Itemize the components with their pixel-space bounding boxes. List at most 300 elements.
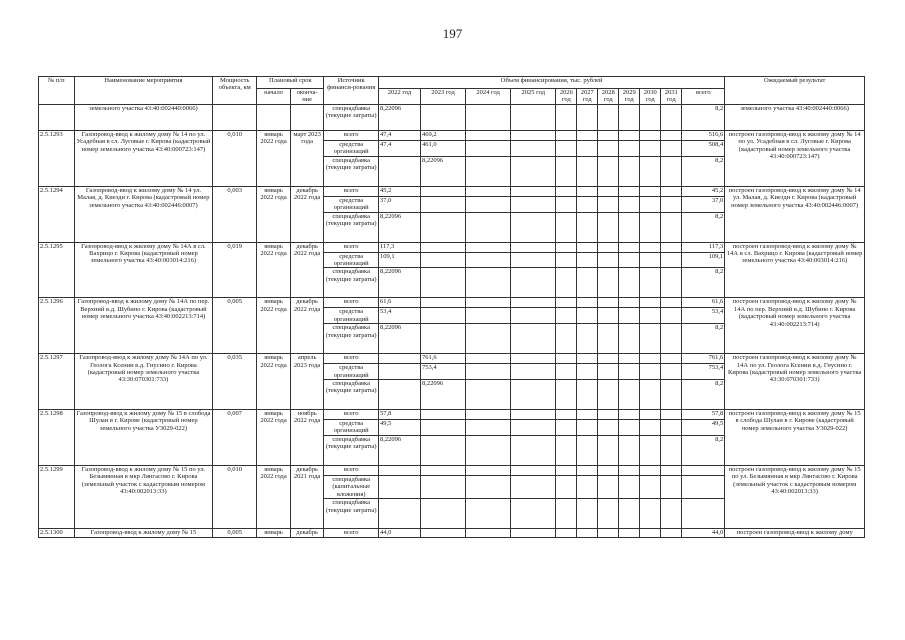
entry-start: январь 2022 года bbox=[257, 465, 291, 528]
empty-cell bbox=[598, 186, 619, 196]
value-2023 bbox=[420, 242, 465, 252]
empty-cell bbox=[466, 131, 511, 141]
empty-cell bbox=[619, 131, 640, 141]
entry-source: спецнадбавка (текущие затраты) bbox=[324, 324, 379, 354]
empty-cell bbox=[511, 242, 556, 252]
value-2022: 44,0 bbox=[378, 529, 420, 538]
empty-cell bbox=[577, 410, 598, 420]
empty-cell bbox=[466, 186, 511, 196]
empty-cell bbox=[661, 141, 682, 157]
value-2022 bbox=[378, 380, 420, 410]
entry-name: Газопровод-ввод к жилому дому № 14 ул. Малая, д. Киезди г. Кирова (кадастровый номер земельного участка 43:40:002446:0007) bbox=[74, 186, 213, 242]
empty-cell bbox=[466, 212, 511, 242]
empty-cell bbox=[640, 499, 661, 529]
value-total: 117,3 bbox=[682, 242, 725, 252]
value-total: 753,4 bbox=[682, 364, 725, 380]
empty-cell bbox=[640, 242, 661, 252]
entry-id: 2.5.1298 bbox=[39, 410, 75, 466]
table-row bbox=[39, 354, 865, 364]
empty-cell bbox=[577, 475, 598, 498]
empty-cell bbox=[661, 105, 682, 131]
empty-cell bbox=[619, 268, 640, 298]
empty-cell bbox=[577, 156, 598, 186]
entry-result: построен газопровод-ввод к жилому дому № 15 по ул. Безымянная в мкр Лянгасово г. Кирова (земельный участок с кадастровым номером 43:40:002013:33) bbox=[725, 465, 865, 528]
header-year: 2031 год bbox=[661, 89, 682, 105]
table-row bbox=[39, 465, 865, 475]
empty-cell bbox=[661, 529, 682, 538]
value-2022: 47,4 bbox=[378, 131, 420, 141]
empty-cell bbox=[640, 324, 661, 354]
empty-cell bbox=[598, 156, 619, 186]
empty-cell bbox=[619, 298, 640, 308]
empty-cell bbox=[556, 268, 577, 298]
entry-source: всего bbox=[324, 410, 379, 420]
value-total bbox=[682, 475, 725, 498]
value-total: 53,4 bbox=[682, 308, 725, 324]
value-2023 bbox=[420, 212, 465, 242]
value-total: 508,4 bbox=[682, 141, 725, 157]
entry-capacity: 0,005 bbox=[213, 298, 257, 354]
entry-result: построен газопровод-ввод к жилому дому № 14 ул. Малая, д. Киезди г. Кирова (кадастровый номер земельного участка 43:40:002446:0007) bbox=[725, 186, 865, 242]
empty-cell bbox=[619, 475, 640, 498]
entry-name: Газопровод-ввод к жилому дому № 15 по ул. Безымянная в мкр Лянгасово г. Кирова (земельный участок с кадастровым номером 43:40:002013:33) bbox=[74, 465, 213, 528]
entry-name: Газопровод-ввод к жилому дому № 14А по ул. Геолога Ксении в.д. Гнусино г. Кирова (кадастровый номер земельного участка 43:30:070301:733) bbox=[74, 354, 213, 410]
empty-cell bbox=[619, 410, 640, 420]
empty-cell bbox=[598, 380, 619, 410]
entry-start: январь bbox=[257, 529, 291, 538]
entry-source: спецнадбавка (текущие затраты) bbox=[324, 156, 379, 186]
value-2023 bbox=[420, 475, 465, 498]
value-2023 bbox=[420, 298, 465, 308]
empty-cell bbox=[598, 212, 619, 242]
value-2023 bbox=[420, 186, 465, 196]
empty-cell bbox=[511, 410, 556, 420]
empty-cell bbox=[661, 268, 682, 298]
entry-result: земельного участка 43:40:002440:0066) bbox=[725, 105, 865, 131]
empty-cell bbox=[640, 156, 661, 186]
entry-source: средства организаций bbox=[324, 252, 379, 268]
entry-source: средства организаций bbox=[324, 420, 379, 436]
entry-source: всего bbox=[324, 131, 379, 141]
empty-cell bbox=[577, 499, 598, 529]
header-capacity: Мощность объекта, км bbox=[213, 77, 257, 105]
empty-cell bbox=[556, 529, 577, 538]
empty-cell bbox=[577, 364, 598, 380]
entry-source: спецнадбавка (текущие затраты) bbox=[324, 105, 379, 131]
table-row bbox=[39, 186, 865, 196]
empty-cell bbox=[577, 435, 598, 465]
empty-cell bbox=[466, 298, 511, 308]
empty-cell bbox=[661, 324, 682, 354]
entry-end: декабрь 2022 года bbox=[290, 242, 324, 298]
value-total: 8,2 bbox=[682, 268, 725, 298]
empty-cell bbox=[661, 196, 682, 212]
empty-cell bbox=[466, 324, 511, 354]
empty-cell bbox=[661, 354, 682, 364]
empty-cell bbox=[511, 324, 556, 354]
empty-cell bbox=[661, 186, 682, 196]
empty-cell bbox=[511, 475, 556, 498]
empty-cell bbox=[511, 465, 556, 475]
empty-cell bbox=[619, 435, 640, 465]
empty-cell bbox=[466, 475, 511, 498]
empty-cell bbox=[511, 268, 556, 298]
value-total: 8,2 bbox=[682, 435, 725, 465]
empty-cell bbox=[661, 131, 682, 141]
empty-cell bbox=[420, 529, 465, 538]
empty-cell bbox=[556, 308, 577, 324]
empty-cell bbox=[466, 105, 511, 131]
value-2023 bbox=[420, 410, 465, 420]
header-name: Наименование мероприятия bbox=[74, 77, 213, 105]
empty-cell bbox=[577, 354, 598, 364]
empty-cell bbox=[466, 364, 511, 380]
value-2022 bbox=[378, 364, 420, 380]
empty-cell bbox=[511, 499, 556, 529]
header-year: 2023 год bbox=[420, 89, 465, 105]
value-2023 bbox=[420, 324, 465, 354]
empty-cell bbox=[661, 308, 682, 324]
empty-cell bbox=[556, 465, 577, 475]
header-source: Источник финанси-рования bbox=[324, 77, 379, 105]
value-2023 bbox=[420, 252, 465, 268]
empty-cell bbox=[556, 364, 577, 380]
empty-cell bbox=[598, 298, 619, 308]
entry-name: Газопровод-ввод к жилому дому № 14 по ул. Усадебная в сл. Луговые г. Кирова (кадастровый номер земельного участка 43:40:000723:147) bbox=[74, 131, 213, 187]
empty-cell bbox=[466, 196, 511, 212]
entry-source: всего bbox=[324, 354, 379, 364]
empty-cell bbox=[577, 529, 598, 538]
empty-cell bbox=[598, 475, 619, 498]
entry-source: спецнадбавка (текущие затраты) bbox=[324, 499, 379, 529]
page-number: 197 bbox=[442, 26, 463, 41]
empty-cell bbox=[577, 298, 598, 308]
entry-start: январь 2022 года bbox=[257, 186, 291, 242]
empty-cell bbox=[640, 308, 661, 324]
empty-cell bbox=[640, 298, 661, 308]
empty-cell bbox=[619, 529, 640, 538]
entry-source: всего bbox=[324, 186, 379, 196]
empty-cell bbox=[577, 212, 598, 242]
empty-cell bbox=[577, 324, 598, 354]
header-year: 2022 год bbox=[378, 89, 420, 105]
value-total: 8,2 bbox=[682, 380, 725, 410]
entry-source: спецнадбавка (текущие затраты) bbox=[324, 380, 379, 410]
empty-cell bbox=[511, 141, 556, 157]
empty-cell bbox=[640, 212, 661, 242]
value-2022 bbox=[378, 354, 420, 364]
empty-cell bbox=[619, 364, 640, 380]
empty-cell bbox=[556, 435, 577, 465]
empty-cell bbox=[556, 354, 577, 364]
entry-source: спецнадбавка (текущие затраты) bbox=[324, 268, 379, 298]
empty-cell bbox=[598, 268, 619, 298]
empty-cell bbox=[511, 131, 556, 141]
value-2022: 109,1 bbox=[378, 252, 420, 268]
empty-cell bbox=[661, 475, 682, 498]
empty-cell bbox=[640, 268, 661, 298]
empty-cell bbox=[466, 354, 511, 364]
empty-cell bbox=[577, 196, 598, 212]
value-total: 516,6 bbox=[682, 131, 725, 141]
empty-cell bbox=[640, 141, 661, 157]
entry-id: 2.5.1297 bbox=[39, 354, 75, 410]
empty-cell bbox=[661, 499, 682, 529]
empty-cell bbox=[511, 186, 556, 196]
value-total: 57,8 bbox=[682, 410, 725, 420]
empty-cell bbox=[511, 196, 556, 212]
empty-cell bbox=[598, 252, 619, 268]
value-2022: 53,4 bbox=[378, 308, 420, 324]
empty-cell bbox=[556, 242, 577, 252]
entry-capacity: 0,035 bbox=[213, 354, 257, 410]
empty-cell bbox=[577, 131, 598, 141]
empty-cell bbox=[511, 252, 556, 268]
empty-cell bbox=[556, 196, 577, 212]
empty-cell bbox=[598, 131, 619, 141]
entry-name: Газопровод-ввод к жилому дому № 14А в сл. Вахрицо г. Кирова (кадастровый номер земельного участка 43:40:003014:216) bbox=[74, 242, 213, 298]
empty-cell bbox=[577, 420, 598, 436]
empty-cell bbox=[619, 212, 640, 242]
empty-cell bbox=[598, 420, 619, 436]
empty-cell bbox=[598, 465, 619, 475]
value-2023 bbox=[420, 420, 465, 436]
empty-cell bbox=[556, 410, 577, 420]
value-total: 37,0 bbox=[682, 196, 725, 212]
entry-id: 2.5.1299 bbox=[39, 465, 75, 528]
empty-cell bbox=[598, 105, 619, 131]
empty-cell bbox=[556, 131, 577, 141]
empty-cell bbox=[619, 420, 640, 436]
empty-cell bbox=[640, 105, 661, 131]
empty-cell bbox=[466, 156, 511, 186]
empty-cell bbox=[577, 380, 598, 410]
entry-end: декабрь 2021 года bbox=[290, 465, 324, 528]
empty-cell bbox=[598, 435, 619, 465]
empty-cell bbox=[511, 364, 556, 380]
empty-cell bbox=[598, 410, 619, 420]
entry-name: Газопровод-ввод к жилому дому № 15 bbox=[74, 529, 213, 538]
empty-cell bbox=[39, 105, 75, 131]
value-2022: 57,8 bbox=[378, 410, 420, 420]
entry-result: построен газопровод-ввод к жилому дому № 14А по ул. Геолога Ксении в.д. Гнусино г. Кирова (кадастровый номер земельного участка 43:30:070301:733) bbox=[725, 354, 865, 410]
value-total bbox=[682, 499, 725, 529]
value-2023: 461,0 bbox=[420, 141, 465, 157]
entry-source: средства организаций bbox=[324, 196, 379, 212]
value-2023 bbox=[420, 268, 465, 298]
value-2022 bbox=[378, 156, 420, 186]
entry-end: апрель 2023 года bbox=[290, 354, 324, 410]
empty-cell bbox=[511, 308, 556, 324]
empty-cell bbox=[556, 186, 577, 196]
empty-cell bbox=[619, 105, 640, 131]
value-2023 bbox=[420, 308, 465, 324]
value-total: 109,1 bbox=[682, 252, 725, 268]
empty-cell bbox=[619, 242, 640, 252]
header-year: 2025 год bbox=[511, 89, 556, 105]
empty-cell bbox=[640, 435, 661, 465]
empty-cell bbox=[661, 420, 682, 436]
header-volume: Объем финансирования, тыс. рублей bbox=[378, 77, 724, 89]
entry-source: всего bbox=[324, 465, 379, 475]
empty-cell bbox=[640, 252, 661, 268]
empty-cell bbox=[598, 141, 619, 157]
empty-cell bbox=[577, 308, 598, 324]
empty-cell bbox=[619, 141, 640, 157]
empty-cell bbox=[466, 252, 511, 268]
entry-result: построен газопровод-ввод к жилому дому № 14 по ул. Усадебная в сл. Луговые г. Кирова (кадастровый номер земельного участка 43:40:000723:147) bbox=[725, 131, 865, 187]
empty-cell bbox=[466, 420, 511, 436]
empty-cell bbox=[661, 364, 682, 380]
empty-cell bbox=[466, 410, 511, 420]
empty-cell bbox=[619, 186, 640, 196]
empty-cell bbox=[511, 298, 556, 308]
value-2022: 117,3 bbox=[378, 242, 420, 252]
header-term-start: начало bbox=[257, 89, 291, 105]
value-total: 44,0 bbox=[682, 529, 725, 538]
empty-cell bbox=[577, 141, 598, 157]
empty-cell bbox=[661, 252, 682, 268]
value-total bbox=[682, 465, 725, 475]
financing-table bbox=[38, 76, 865, 538]
empty-cell bbox=[598, 308, 619, 324]
empty-cell bbox=[556, 324, 577, 354]
value-2022: 8,22096 bbox=[378, 268, 420, 298]
empty-cell bbox=[640, 196, 661, 212]
empty-cell bbox=[213, 105, 257, 131]
table-row bbox=[39, 529, 865, 538]
entry-source: всего bbox=[324, 529, 379, 538]
value-2022: 37,0 bbox=[378, 196, 420, 212]
value-2023: 761,6 bbox=[420, 354, 465, 364]
value-2022: 8,22096 bbox=[378, 105, 420, 131]
empty-cell bbox=[661, 212, 682, 242]
empty-cell bbox=[556, 156, 577, 186]
empty-cell bbox=[511, 212, 556, 242]
empty-cell bbox=[598, 354, 619, 364]
header-total: всего bbox=[682, 89, 725, 105]
empty-cell bbox=[661, 410, 682, 420]
entry-end: декабрь bbox=[290, 529, 324, 538]
empty-cell bbox=[556, 380, 577, 410]
empty-cell bbox=[556, 420, 577, 436]
value-2023: 753,4 bbox=[420, 364, 465, 380]
empty-cell bbox=[661, 156, 682, 186]
value-2023: 469,2 bbox=[420, 131, 465, 141]
header-result: Ожидаемый результат bbox=[725, 77, 865, 105]
empty-cell bbox=[640, 529, 661, 538]
empty-cell bbox=[290, 105, 324, 131]
entry-capacity: 0,007 bbox=[213, 410, 257, 466]
empty-cell bbox=[661, 465, 682, 475]
empty-cell bbox=[466, 435, 511, 465]
empty-cell bbox=[619, 308, 640, 324]
empty-cell bbox=[511, 380, 556, 410]
value-2023 bbox=[420, 499, 465, 529]
entry-capacity: 0,019 bbox=[213, 242, 257, 298]
empty-cell bbox=[619, 324, 640, 354]
header-year: 2028 год bbox=[598, 89, 619, 105]
empty-cell bbox=[640, 410, 661, 420]
header-term-end: оконча-ние bbox=[290, 89, 324, 105]
value-2022: 61,6 bbox=[378, 298, 420, 308]
table-body bbox=[39, 105, 865, 538]
empty-cell bbox=[598, 324, 619, 354]
empty-cell bbox=[619, 196, 640, 212]
empty-cell bbox=[511, 156, 556, 186]
empty-cell bbox=[640, 465, 661, 475]
entry-start: январь 2022 года bbox=[257, 354, 291, 410]
value-2023: 8,22096 bbox=[420, 156, 465, 186]
empty-cell bbox=[619, 465, 640, 475]
empty-cell bbox=[466, 141, 511, 157]
value-total: 8,2 bbox=[682, 324, 725, 354]
value-2023: 8,22096 bbox=[420, 380, 465, 410]
entry-source: спецнадбавка (текущие затраты) bbox=[324, 435, 379, 465]
empty-cell bbox=[619, 380, 640, 410]
entry-id: 2.5.1295 bbox=[39, 242, 75, 298]
value-2022: 8,22096 bbox=[378, 435, 420, 465]
value-2023 bbox=[420, 196, 465, 212]
empty-cell bbox=[511, 435, 556, 465]
entry-id: 2.5.1296 bbox=[39, 298, 75, 354]
header-year: 2024 год bbox=[466, 89, 511, 105]
entry-source: спецнадбавка (текущие затраты) bbox=[324, 212, 379, 242]
empty-cell bbox=[556, 499, 577, 529]
empty-cell bbox=[466, 242, 511, 252]
entry-capacity: 0,010 bbox=[213, 465, 257, 528]
header-num: № п/п bbox=[39, 77, 75, 105]
empty-cell bbox=[640, 364, 661, 380]
value-2022 bbox=[378, 465, 420, 475]
table-row bbox=[39, 298, 865, 308]
empty-cell bbox=[661, 380, 682, 410]
entry-result: построен газопровод-ввод к жилому дому № 15 в слобода Шулаи в г. Кирове (кадастровый номер земельного участка У3029-022) bbox=[725, 410, 865, 466]
value-2023 bbox=[420, 435, 465, 465]
empty-cell bbox=[577, 242, 598, 252]
entry-end: декабрь 2022 года bbox=[290, 298, 324, 354]
empty-cell bbox=[598, 242, 619, 252]
empty-cell bbox=[577, 105, 598, 131]
entry-id: 2.5.1300 bbox=[39, 529, 75, 538]
empty-cell bbox=[619, 499, 640, 529]
value-2022 bbox=[378, 475, 420, 498]
header-term: Плановый срок bbox=[257, 77, 324, 89]
empty-cell bbox=[511, 529, 556, 538]
entry-capacity: 0,005 bbox=[213, 529, 257, 538]
value-2022: 8,22096 bbox=[378, 324, 420, 354]
empty-cell bbox=[466, 529, 511, 538]
empty-cell bbox=[556, 298, 577, 308]
empty-cell bbox=[640, 186, 661, 196]
empty-cell bbox=[511, 354, 556, 364]
empty-cell bbox=[577, 268, 598, 298]
value-2022 bbox=[378, 499, 420, 529]
empty-cell bbox=[619, 252, 640, 268]
header-year: 2026 год bbox=[556, 89, 577, 105]
empty-cell bbox=[619, 156, 640, 186]
entry-start: январь 2022 года bbox=[257, 242, 291, 298]
value-2022: 47,4 bbox=[378, 141, 420, 157]
table-row bbox=[39, 242, 865, 252]
table-row bbox=[39, 410, 865, 420]
empty-cell bbox=[466, 380, 511, 410]
empty-cell bbox=[511, 420, 556, 436]
empty-cell bbox=[661, 298, 682, 308]
empty-cell bbox=[661, 435, 682, 465]
entry-result: построен газопровод-ввод к жилому дому № 14А по пер. Верхний в.д. Шубино г. Кирова (кадастровый номер земельного участка 43:40:002213:714) bbox=[725, 298, 865, 354]
empty-cell bbox=[640, 380, 661, 410]
